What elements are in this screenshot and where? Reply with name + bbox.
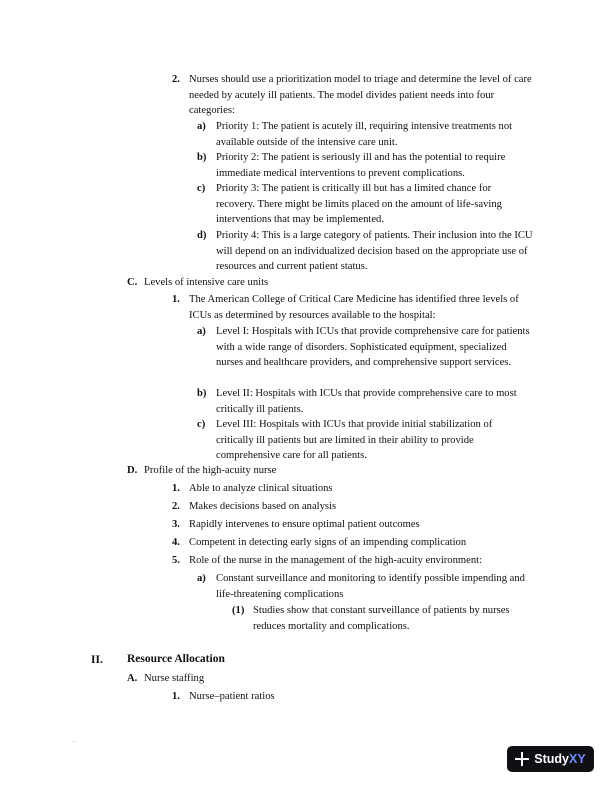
item-marker: c) — [197, 419, 206, 430]
item-text: Makes decisions based on analysis — [189, 501, 337, 512]
section-marker: D. — [127, 465, 138, 476]
item-text: Studies show that constant surveillance of patients by nurses reduces mortality and complications. — [253, 605, 510, 632]
item-marker: 1. — [172, 294, 180, 305]
item-text: Level I: Hospitals with ICUs that provide comprehensive care for patients with a wide range of disorders. Sophisticated equipment, specialized nurses and healthcare providers, and comprehensive support services. — [216, 326, 530, 368]
item-text: Nurses should use a prioritization model to triage and determine the level of care needed by acutely ill patients. The model divides patient needs into four categories: — [189, 74, 532, 116]
item-marker: a) — [197, 573, 206, 584]
item-marker: a) — [197, 121, 206, 132]
plus-icon — [515, 752, 529, 766]
item-marker: c) — [197, 183, 206, 194]
section-heading: Levels of intensive care units — [144, 277, 269, 288]
footer-dot: . — [73, 738, 75, 744]
item-marker: 1. — [172, 483, 180, 494]
item-text: Role of the nurse in the management of the high-acuity environment: — [189, 555, 483, 566]
section-heading: Profile of the high-acuity nurse — [144, 465, 277, 476]
item-marker: 2. — [172, 501, 180, 512]
item-marker: 3. — [172, 519, 180, 530]
section-heading: Nurse staffing — [144, 673, 205, 684]
item-marker: d) — [197, 230, 207, 241]
item-marker: 2. — [172, 74, 180, 85]
item-text: The American College of Critical Care Medicine has identified three levels of ICUs as determined by resources available to the hospital: — [189, 294, 519, 321]
section-marker: A. — [127, 673, 138, 684]
item-text: Level II: Hospitals with ICUs that provide comprehensive care to most critically ill patients. — [216, 388, 517, 415]
item-text: Priority 3: The patient is critically ill but has a limited chance for recovery. There might be limits placed on the amount of life-saving interventions that may be implemented. — [216, 183, 502, 225]
section-marker: C. — [127, 277, 138, 288]
item-text: Priority 2: The patient is seriously ill and has the potential to require immediate medical interventions to prevent complications. — [216, 152, 506, 179]
chapter-marker: II. — [91, 654, 103, 666]
item-marker: 4. — [172, 537, 180, 548]
studyxy-watermark[interactable] — [507, 746, 594, 772]
item-text: Priority 1: The patient is acutely ill, requiring intensive treatments not available outside of the intensive care unit. — [216, 121, 513, 148]
item-text: Able to analyze clinical situations — [189, 483, 333, 494]
item-marker: b) — [197, 388, 207, 399]
item-text: Level III: Hospitals with ICUs that provide initial stabilization of critically ill patients but are limited in their ability to provide comprehensive care for all patients. — [216, 419, 493, 461]
item-marker: 1. — [172, 691, 180, 702]
item-text: Rapidly intervenes to ensure optimal patient outcomes — [189, 519, 420, 530]
item-text: Nurse–patient ratios — [189, 691, 275, 702]
item-marker: b) — [197, 152, 207, 163]
item-marker: a) — [197, 326, 206, 337]
item-marker: (1) — [232, 605, 245, 616]
chapter-heading: Resource Allocation — [127, 653, 225, 665]
item-marker: 5. — [172, 555, 180, 566]
item-text: Priority 4: This is a large category of patients. Their inclusion into the ICU will depend on an individualized decision based on the appropriate use of resources and current patient status. — [216, 230, 533, 272]
item-text: Constant surveillance and monitoring to identify possible impending and life-threatening complications — [216, 573, 525, 600]
item-text: Competent in detecting early signs of an impending complication — [189, 537, 467, 548]
watermark-prefix: Study — [534, 752, 570, 766]
watermark-suffix: XY — [569, 752, 586, 766]
